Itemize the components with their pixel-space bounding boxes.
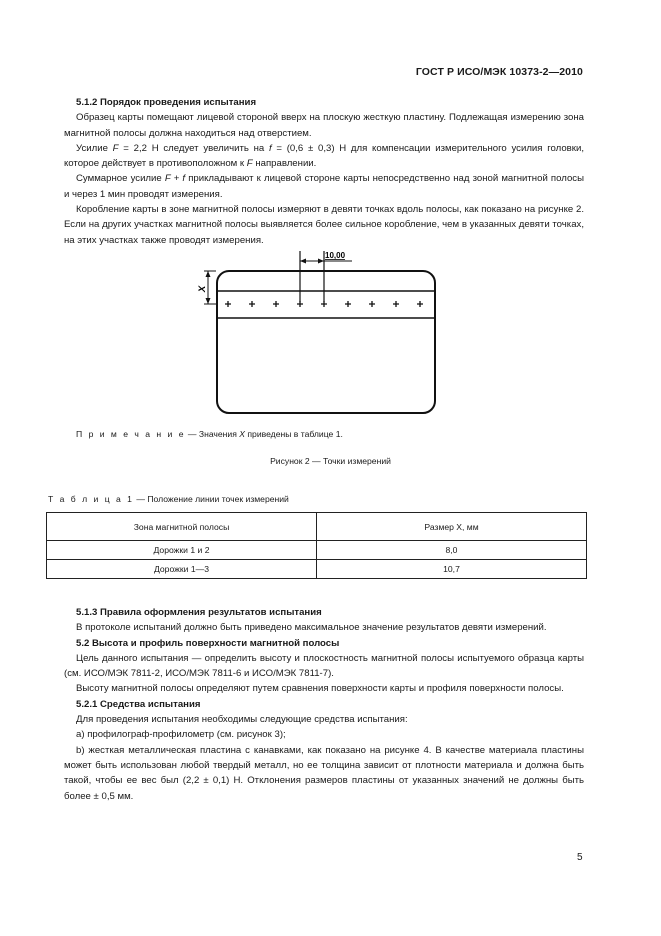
paragraph: В протоколе испытаний должно быть приведено максимальное значение результатов девяти измерений.: [76, 622, 547, 634]
paragraph: Образец карты помещают лицевой стороной вверх на плоскую жесткую пластину. Подлежащая измерению зона магнитной полосы должна находиться над отверстием.: [64, 112, 584, 139]
table-cell-zone: Дорожки 1—3: [47, 560, 317, 579]
dim-label: 10,00: [325, 251, 346, 260]
table-cell-size: 10,7: [317, 560, 587, 579]
figure-caption: Рисунок 2 — Точки измерений: [270, 456, 391, 466]
paragraph: Для проведения испытания необходимы следующие средства испытания:: [76, 714, 408, 726]
sections-5-1-3-to-5-2-1: [64, 605, 584, 804]
measurement-point: [369, 301, 375, 307]
section-5-1-2: [64, 95, 584, 248]
table-cell-size: 8,0: [317, 541, 587, 560]
measurement-point: [393, 301, 399, 307]
measurement-point: [417, 301, 423, 307]
table-cell-zone: Дорожки 1 и 2: [47, 541, 317, 560]
table-header-row: [47, 513, 587, 541]
measurement-point: [249, 301, 255, 307]
table-1: [46, 512, 587, 579]
measurement-points-figure: [180, 245, 460, 420]
list-item-b: b) жесткая металлическая пластина с канавками, как показано на рисунке 4. В качестве материала пластины может быть использован любой твердый металл, но ее толщина зависит от плотности материала и должна быть такой, чтобы ее вес был (2,2 ± 0,1) Н. Отклонения размеров пластины от указанных значений не должны быть более ± 0,5 мм.: [64, 744, 584, 802]
measurement-point: [345, 301, 351, 307]
page-number: 5: [577, 852, 583, 863]
heading-5-1-3: 5.1.3 Правила оформления результатов испытания: [76, 607, 322, 618]
measurement-point: [225, 301, 231, 307]
document-code: ГОСТ Р ИСО/МЭК 10373-2—2010: [415, 66, 583, 78]
table-header-size: Размер X, мм: [317, 513, 587, 541]
measurement-point: [273, 301, 279, 307]
paragraph: Высоту магнитной полосы определяют путем сравнения поверхности карты и профиля поверхности полосы.: [76, 683, 564, 695]
table-header-zone: Зона магнитной полосы: [47, 513, 317, 541]
card-outline: [217, 271, 435, 413]
paragraph: Цель данного испытания — определить высоту и плоскостность магнитной полосы испытуемого образца карты (см. ИСО/МЭК 7811-2, ИСО/МЭК 7811-6 и ИСО/МЭК 7811-7).: [64, 652, 584, 680]
paragraph: Суммарное усилие F + f прикладывают к лицевой стороне карты непосредственно над зоной магнитной полосы и через 1 мин проводят измерения.: [64, 173, 584, 200]
x-label: X: [197, 285, 208, 293]
table-row: [47, 541, 587, 560]
list-item-a: а) профилограф-профилометр (см. рисунок 3);: [76, 729, 286, 741]
heading-5-2-1: 5.2.1 Средства испытания: [76, 698, 201, 710]
heading-5-1-2: 5.1.2 Порядок проведения испытания: [76, 97, 257, 108]
paragraph: Коробление карты в зоне магнитной полосы измеряют в девяти точках вдоль полосы, как показано на рисунке 2. Если на других участках магнитной полосы выявляется более сильное коробление, чем в указанных девяти точках, на этих участках также проводят измерения.: [64, 204, 584, 246]
figure-note: П р и м е ч а н и е — Значения X приведены в таблице 1.: [76, 429, 343, 439]
table-row: [47, 560, 587, 579]
heading-5-2: 5.2 Высота и профиль поверхности магнитной полосы: [76, 637, 340, 649]
paragraph: Усилие F = 2,2 Н следует увеличить на f = (0,6 ± 0,3) Н для компенсации измерительного усилия головки, которое действует в противоположном к F направлении.: [64, 142, 585, 170]
table-caption: Т а б л и ц а 1 — Положение линии точек измерений: [48, 494, 289, 504]
